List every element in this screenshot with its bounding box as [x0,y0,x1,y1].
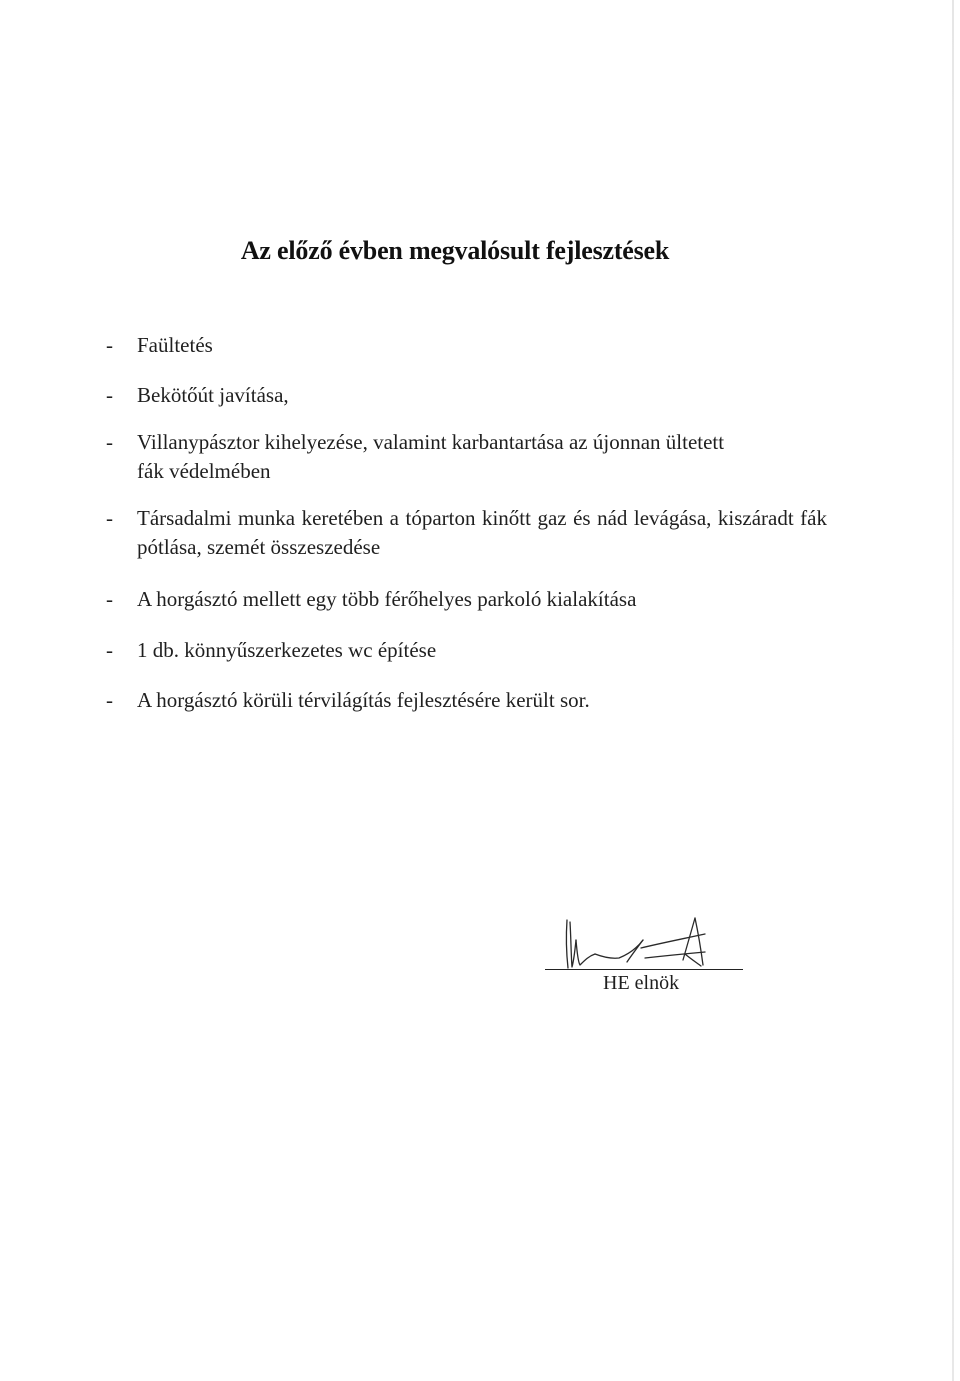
list-item [106,504,827,562]
list-item [106,686,846,715]
list-item [106,636,846,665]
page-edge [952,0,954,1381]
list-item-text: 1 db. könnyűszerkezetes wc építése [137,638,437,662]
list-item-text: A horgásztó körüli térvilágítás fejlesztésére került sor. [137,688,590,712]
list-dash: - [106,688,113,712]
list-item-text: A horgásztó mellett egy több férőhelyes parkoló kialakítása [137,587,637,611]
list-dash: - [106,333,113,357]
list-dash: - [106,506,113,530]
list-item [106,381,846,410]
development-list [106,331,846,715]
document-title: Az előző évben megvalósult fejlesztések [240,236,670,266]
signature-line [545,969,743,970]
list-item-text: Faültetés [137,333,213,357]
list-dash: - [106,587,113,611]
list-item [106,585,846,614]
list-item-text: Társadalmi munka keretében a tóparton kinőtt gaz és nád levágása, kiszáradt fák pótlása, szemét összeszedése [137,506,827,559]
list-dash: - [106,383,113,407]
list-item-text: Bekötőút javítása, [137,383,289,407]
list-dash: - [106,638,113,662]
list-item-text: Villanypásztor kihelyezése, valamint karbantartása az újonnan ültetett fák védelmében [137,430,725,483]
signature-block [545,910,745,1000]
list-item [106,428,747,486]
signature-role: HE elnök [603,972,680,994]
list-item [106,331,846,360]
list-dash: - [106,430,113,454]
